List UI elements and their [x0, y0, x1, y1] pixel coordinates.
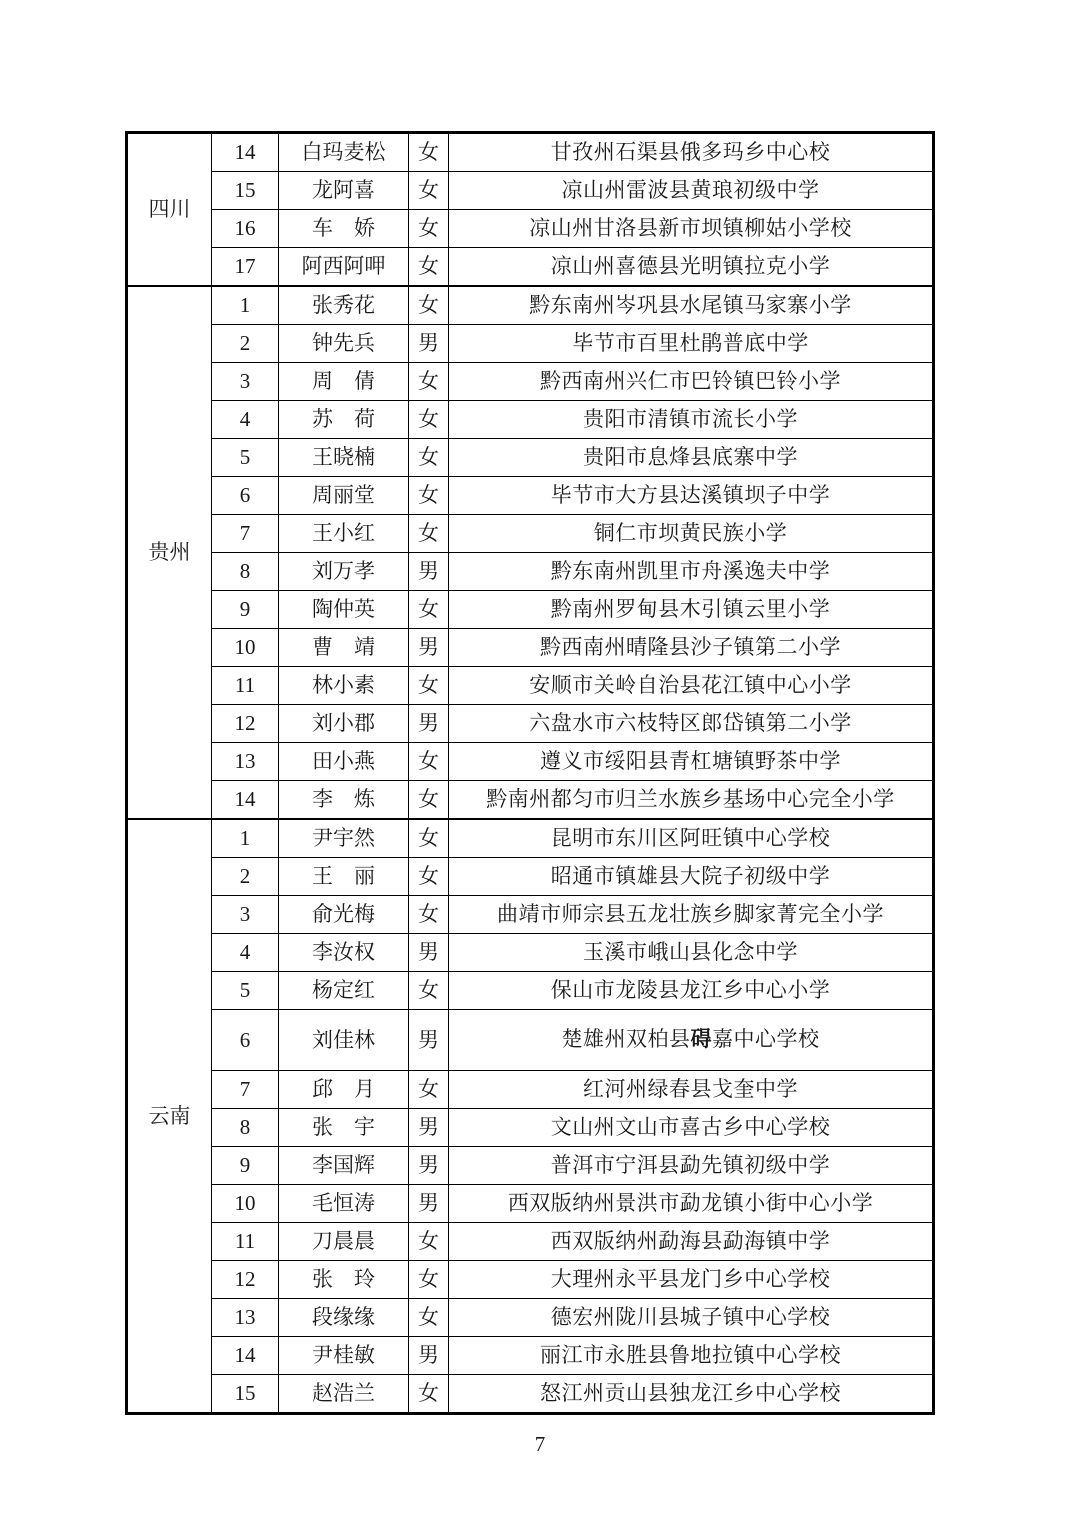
table-row: [127, 1071, 934, 1109]
gender-cell: 女: [409, 1223, 449, 1261]
teacher-name-cell: 曹 靖: [279, 629, 409, 667]
school-cell: 凉山州甘洛县新市坝镇柳姑小学校: [449, 210, 934, 248]
school-cell: 六盘水市六枝特区郎岱镇第二小学: [449, 705, 934, 743]
school-cell: 保山市龙陵县龙江乡中心小学: [449, 972, 934, 1010]
teacher-name-cell: 李 炼: [279, 781, 409, 820]
school-cell: 遵义市绥阳县青杠塘镇野茶中学: [449, 743, 934, 781]
school-name-emphasis-char: 碍: [690, 1028, 712, 1052]
teacher-name-cell: 段缘缘: [279, 1299, 409, 1337]
row-number-cell: 12: [212, 705, 279, 743]
row-number-cell: 14: [212, 133, 279, 172]
teacher-name-cell: 周丽堂: [279, 477, 409, 515]
row-number-cell: 4: [212, 401, 279, 439]
table-row: [127, 286, 934, 325]
table-row: [127, 363, 934, 401]
gender-cell: 男: [409, 629, 449, 667]
school-cell: 玉溪市峨山县化念中学: [449, 934, 934, 972]
row-number-cell: 8: [212, 1109, 279, 1147]
gender-cell: 女: [409, 210, 449, 248]
teacher-name-cell: 龙阿喜: [279, 172, 409, 210]
table-row: [127, 401, 934, 439]
teacher-name-cell: 周 倩: [279, 363, 409, 401]
row-number-cell: 2: [212, 858, 279, 896]
school-cell: 毕节市百里杜鹃普底中学: [449, 325, 934, 363]
school-cell: 贵阳市清镇市流长小学: [449, 401, 934, 439]
table-row: [127, 629, 934, 667]
table-row: [127, 743, 934, 781]
gender-cell: 女: [409, 819, 449, 858]
gender-cell: 女: [409, 1299, 449, 1337]
gender-cell: 男: [409, 705, 449, 743]
teacher-roster-table: [125, 131, 935, 1415]
table-row: [127, 133, 934, 172]
school-cell: [449, 1010, 934, 1071]
table-row: [127, 439, 934, 477]
table-row: [127, 705, 934, 743]
teacher-name-cell: 张秀花: [279, 286, 409, 325]
row-number-cell: 11: [212, 667, 279, 705]
row-number-cell: 5: [212, 439, 279, 477]
school-cell: 丽江市永胜县鲁地拉镇中心学校: [449, 1337, 934, 1375]
table-row: [127, 1109, 934, 1147]
teacher-name-cell: 尹桂敏: [279, 1337, 409, 1375]
teacher-name-cell: 林小素: [279, 667, 409, 705]
gender-cell: 女: [409, 439, 449, 477]
school-cell: 贵阳市息烽县底寨中学: [449, 439, 934, 477]
table-row: [127, 1261, 934, 1299]
page-number: 7: [534, 1432, 546, 1456]
school-cell: 黔东南州凯里市舟溪逸夫中学: [449, 553, 934, 591]
teacher-name-cell: 李汝权: [279, 934, 409, 972]
school-cell: 黔南州都匀市归兰水族乡基场中心完全小学: [449, 781, 934, 820]
gender-cell: 女: [409, 972, 449, 1010]
table-row: [127, 896, 934, 934]
table-row: [127, 972, 934, 1010]
gender-cell: 男: [409, 1109, 449, 1147]
teacher-name-cell: 钟先兵: [279, 325, 409, 363]
table-row: [127, 1185, 934, 1223]
row-number-cell: 16: [212, 210, 279, 248]
row-number-cell: 7: [212, 515, 279, 553]
teacher-name-cell: 王 丽: [279, 858, 409, 896]
teacher-name-cell: 白玛麦松: [279, 133, 409, 172]
school-cell: 红河州绿春县戈奎中学: [449, 1071, 934, 1109]
gender-cell: 女: [409, 515, 449, 553]
teacher-name-cell: 俞光梅: [279, 896, 409, 934]
school-cell: 昭通市镇雄县大院子初级中学: [449, 858, 934, 896]
gender-cell: 女: [409, 591, 449, 629]
school-cell: 铜仁市坝黄民族小学: [449, 515, 934, 553]
table-row: [127, 1223, 934, 1261]
teacher-name-cell: 王晓楠: [279, 439, 409, 477]
table-row: [127, 325, 934, 363]
table-row: [127, 667, 934, 705]
school-name-text: 嘉中心学校: [712, 1027, 820, 1052]
teacher-name-cell: 李国辉: [279, 1147, 409, 1185]
school-cell: 普洱市宁洱县勐先镇初级中学: [449, 1147, 934, 1185]
school-cell: 西双版纳州勐海县勐海镇中学: [449, 1223, 934, 1261]
gender-cell: 女: [409, 248, 449, 287]
province-label: 云南: [127, 819, 212, 1414]
gender-cell: 男: [409, 1010, 449, 1071]
teacher-name-cell: 邱 月: [279, 1071, 409, 1109]
row-number-cell: 4: [212, 934, 279, 972]
school-cell: 黔南州罗甸县木引镇云里小学: [449, 591, 934, 629]
gender-cell: 男: [409, 1337, 449, 1375]
row-number-cell: 9: [212, 1147, 279, 1185]
table-row: [127, 553, 934, 591]
row-number-cell: 10: [212, 1185, 279, 1223]
school-cell: 黔东南州岑巩县水尾镇马家寨小学: [449, 286, 934, 325]
gender-cell: 男: [409, 934, 449, 972]
gender-cell: 男: [409, 1147, 449, 1185]
school-cell: 德宏州陇川县城子镇中心学校: [449, 1299, 934, 1337]
teacher-name-cell: 陶仲英: [279, 591, 409, 629]
school-cell: 怒江州贡山县独龙江乡中心学校: [449, 1375, 934, 1414]
gender-cell: 女: [409, 1261, 449, 1299]
teacher-name-cell: 毛恒涛: [279, 1185, 409, 1223]
school-name-text: 楚雄州双柏县: [561, 1027, 691, 1052]
gender-cell: 男: [409, 553, 449, 591]
table-row: [127, 858, 934, 896]
gender-cell: 女: [409, 133, 449, 172]
teacher-name-cell: 刀晨晨: [279, 1223, 409, 1261]
table-row: [127, 934, 934, 972]
table-row: [127, 1299, 934, 1337]
teacher-name-cell: 车 娇: [279, 210, 409, 248]
row-number-cell: 13: [212, 1299, 279, 1337]
table-row: [127, 477, 934, 515]
row-number-cell: 8: [212, 553, 279, 591]
row-number-cell: 13: [212, 743, 279, 781]
row-number-cell: 1: [212, 286, 279, 325]
school-cell: 甘孜州石渠县俄多玛乡中心校: [449, 133, 934, 172]
row-number-cell: 3: [212, 363, 279, 401]
gender-cell: 女: [409, 1071, 449, 1109]
gender-cell: 男: [409, 325, 449, 363]
table-row: [127, 210, 934, 248]
gender-cell: 女: [409, 743, 449, 781]
gender-cell: 女: [409, 401, 449, 439]
row-number-cell: 15: [212, 1375, 279, 1414]
teacher-name-cell: 刘佳林: [279, 1010, 409, 1071]
gender-cell: 女: [409, 858, 449, 896]
row-number-cell: 12: [212, 1261, 279, 1299]
table-row: [127, 1147, 934, 1185]
row-number-cell: 1: [212, 819, 279, 858]
roster-body: [127, 133, 934, 1414]
row-number-cell: 6: [212, 477, 279, 515]
row-number-cell: 15: [212, 172, 279, 210]
row-number-cell: 5: [212, 972, 279, 1010]
school-cell: 毕节市大方县达溪镇坝子中学: [449, 477, 934, 515]
teacher-name-cell: 赵浩兰: [279, 1375, 409, 1414]
province-label: 四川: [127, 133, 212, 287]
table-row: [127, 1375, 934, 1414]
school-cell: 西双版纳州景洪市勐龙镇小街中心小学: [449, 1185, 934, 1223]
province-label: 贵州: [127, 286, 212, 819]
school-cell: 凉山州雷波县黄琅初级中学: [449, 172, 934, 210]
table-row: [127, 781, 934, 820]
gender-cell: 女: [409, 172, 449, 210]
teacher-name-cell: 田小燕: [279, 743, 409, 781]
teacher-name-cell: 阿西阿呷: [279, 248, 409, 287]
gender-cell: 女: [409, 667, 449, 705]
table-row: [127, 1337, 934, 1375]
table-row: [127, 1010, 934, 1071]
school-cell: 曲靖市师宗县五龙壮族乡脚家菁完全小学: [449, 896, 934, 934]
school-cell: 大理州永平县龙门乡中心学校: [449, 1261, 934, 1299]
school-cell: 黔西南州晴隆县沙子镇第二小学: [449, 629, 934, 667]
gender-cell: 女: [409, 286, 449, 325]
row-number-cell: 9: [212, 591, 279, 629]
gender-cell: 女: [409, 363, 449, 401]
row-number-cell: 14: [212, 781, 279, 820]
gender-cell: 男: [409, 1185, 449, 1223]
school-cell: 黔西南州兴仁市巴铃镇巴铃小学: [449, 363, 934, 401]
teacher-name-cell: 王小红: [279, 515, 409, 553]
row-number-cell: 11: [212, 1223, 279, 1261]
gender-cell: 女: [409, 477, 449, 515]
gender-cell: 女: [409, 1375, 449, 1414]
table-row: [127, 515, 934, 553]
school-cell: 昆明市东川区阿旺镇中心学校: [449, 819, 934, 858]
teacher-name-cell: 刘小郡: [279, 705, 409, 743]
gender-cell: 女: [409, 896, 449, 934]
row-number-cell: 6: [212, 1010, 279, 1071]
row-number-cell: 14: [212, 1337, 279, 1375]
row-number-cell: 10: [212, 629, 279, 667]
row-number-cell: 17: [212, 248, 279, 287]
table-row: [127, 248, 934, 287]
teacher-name-cell: 张 玲: [279, 1261, 409, 1299]
teacher-name-cell: 尹宇然: [279, 819, 409, 858]
table-row: [127, 591, 934, 629]
table-row: [127, 819, 934, 858]
school-cell: 安顺市关岭自治县花江镇中心小学: [449, 667, 934, 705]
row-number-cell: 2: [212, 325, 279, 363]
table-row: [127, 172, 934, 210]
row-number-cell: 7: [212, 1071, 279, 1109]
teacher-name-cell: 刘万孝: [279, 553, 409, 591]
gender-cell: 女: [409, 781, 449, 820]
school-cell: 凉山州喜德县光明镇拉克小学: [449, 248, 934, 287]
teacher-name-cell: 张 宇: [279, 1109, 409, 1147]
teacher-name-cell: 苏 荷: [279, 401, 409, 439]
row-number-cell: 3: [212, 896, 279, 934]
school-cell: 文山州文山市喜古乡中心学校: [449, 1109, 934, 1147]
teacher-name-cell: 杨定红: [279, 972, 409, 1010]
